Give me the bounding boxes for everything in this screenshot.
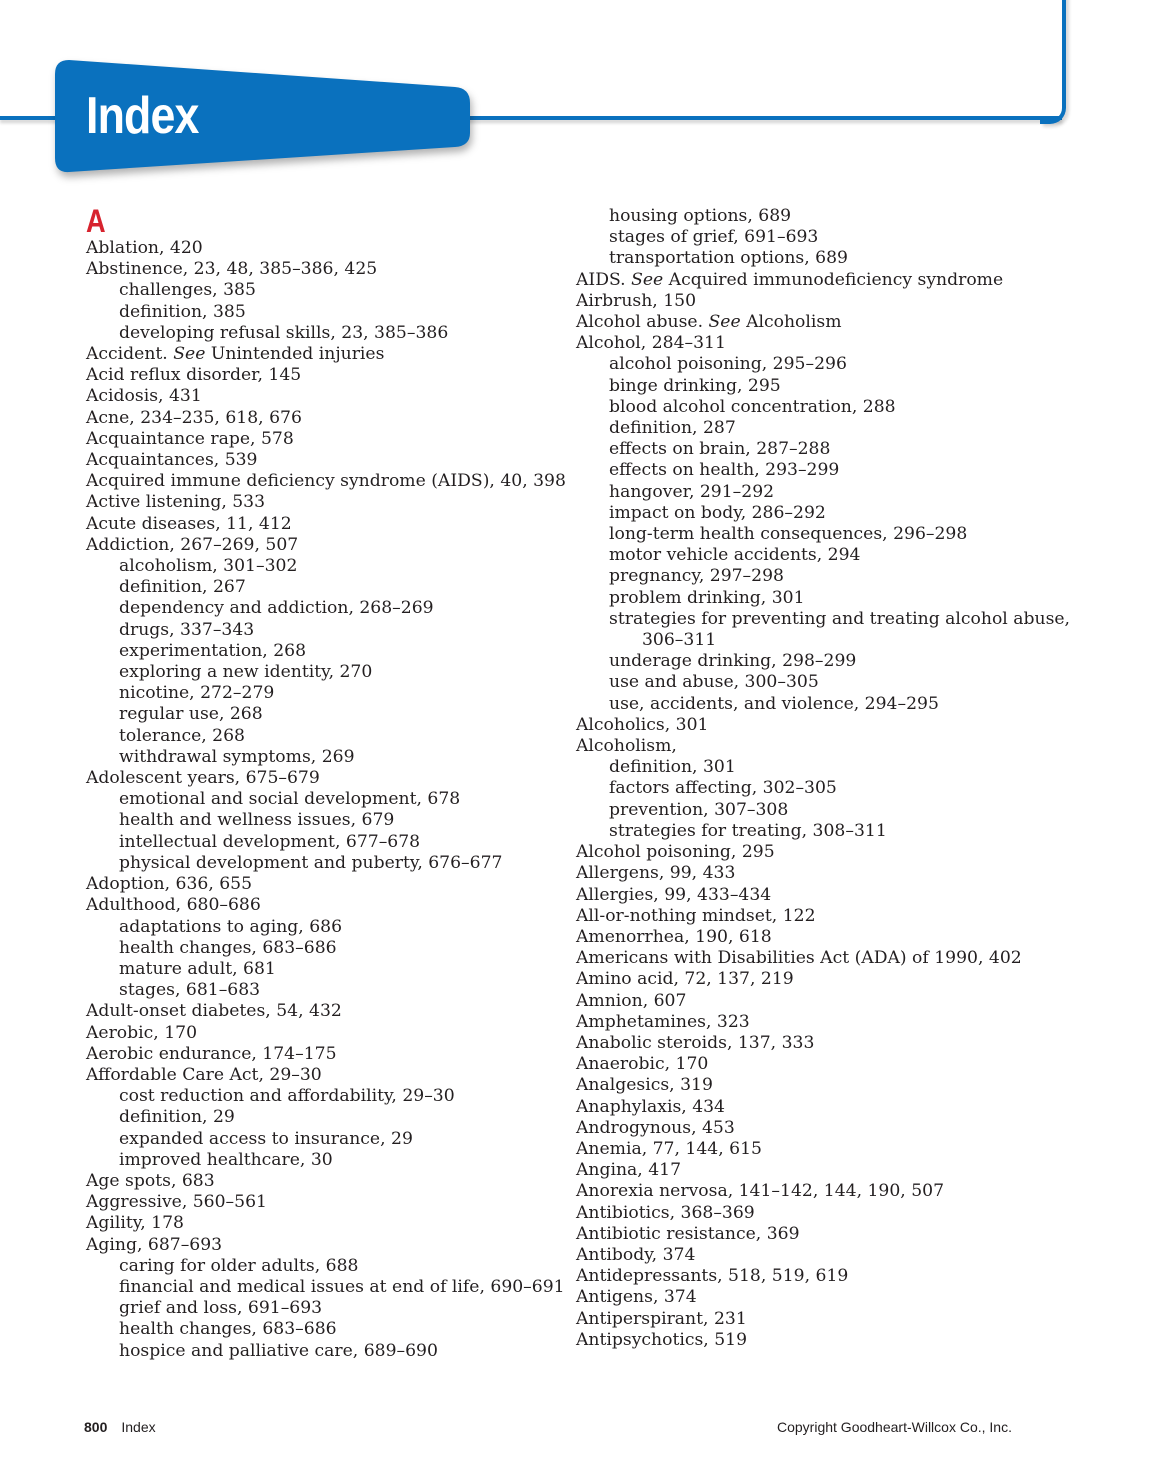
index-entries-left xyxy=(86,238,566,1362)
index-entry: Alcoholism, xyxy=(576,736,677,757)
footer-section: Index xyxy=(121,1419,156,1435)
index-entry xyxy=(576,312,1056,333)
index-entry: Airbrush, 150 xyxy=(576,290,697,311)
index-entry: Androgynous, 453 xyxy=(576,1117,735,1138)
index-subentry: tolerance, 268 xyxy=(119,725,245,746)
entry-term: Accident. xyxy=(86,344,174,365)
index-subentry: developing refusal skills, 23, 385–386 xyxy=(119,322,449,343)
index-entry: Acidosis, 431 xyxy=(86,386,202,407)
index-subentry: physical development and puberty, 676–677 xyxy=(119,852,503,873)
index-subentry: financial and medical issues at end of life, 690–691 xyxy=(119,1276,565,1297)
index-entry: Aerobic, 170 xyxy=(86,1022,198,1043)
index-subentry: health changes, 683–686 xyxy=(119,1319,337,1340)
index-entry: Acquaintances, 539 xyxy=(86,450,258,471)
index-entry: Alcohol poisoning, 295 xyxy=(576,842,775,863)
index-subentry: impact on body, 286–292 xyxy=(609,502,826,523)
index-subentry: regular use, 268 xyxy=(119,704,263,725)
index-subentry: caring for older adults, 688 xyxy=(119,1255,359,1276)
index-subentry: grief and loss, 691–693 xyxy=(119,1298,323,1319)
see-reference: See xyxy=(173,344,206,365)
index-subentry: prevention, 307–308 xyxy=(609,799,789,820)
index-entry: Angina, 417 xyxy=(576,1160,682,1181)
cross-reference-target: Alcoholism xyxy=(740,312,842,333)
index-subentry: effects on health, 293–299 xyxy=(609,460,840,481)
index-entry: Adult-onset diabetes, 54, 432 xyxy=(86,1001,342,1022)
index-entry: All-or-nothing mindset, 122 xyxy=(576,905,816,926)
index-entry: Analgesics, 319 xyxy=(576,1075,713,1096)
index-entry: Aggressive, 560–561 xyxy=(86,1192,267,1213)
index-subentry: transportation options, 689 xyxy=(609,248,848,269)
index-entry: Antigens, 374 xyxy=(576,1287,697,1308)
index-subentry: definition, 29 xyxy=(119,1107,235,1128)
index-entry: Antiperspirant, 231 xyxy=(576,1308,747,1329)
index-entry: Aging, 687–693 xyxy=(86,1234,223,1255)
index-entry: Antipsychotics, 519 xyxy=(576,1329,748,1350)
index-subentry: dependency and addiction, 268–269 xyxy=(119,598,434,619)
index-subentry: motor vehicle accidents, 294 xyxy=(609,545,861,566)
index-subentry: health changes, 683–686 xyxy=(119,937,337,958)
index-entry: Anemia, 77, 144, 615 xyxy=(576,1138,762,1159)
entry-term: AIDS. xyxy=(576,269,632,290)
index-entry: Anabolic steroids, 137, 333 xyxy=(576,1032,815,1053)
index-entry: Agility, 178 xyxy=(86,1213,184,1234)
index-subentry: blood alcohol concentration, 288 xyxy=(609,396,896,417)
index-entry: Antibiotics, 368–369 xyxy=(576,1202,755,1223)
index-subentry: use and abuse, 300–305 xyxy=(609,672,819,693)
cross-reference-target: Acquired immunodeficiency syndrome xyxy=(663,269,1004,290)
index-entry: Age spots, 683 xyxy=(86,1170,215,1191)
index-entry: Adoption, 636, 655 xyxy=(86,874,253,895)
index-subentry: stages, 681–683 xyxy=(119,980,261,1001)
index-entry: Amenorrhea, 190, 618 xyxy=(576,926,772,947)
index-column-right xyxy=(576,206,1071,1351)
index-entry xyxy=(86,344,556,365)
index-entry: Antibody, 374 xyxy=(576,1244,696,1265)
index-entry: Anaphylaxis, 434 xyxy=(576,1096,725,1117)
copyright: Copyright Goodheart-Willcox Co., Inc. xyxy=(777,1419,1012,1435)
index-entry: Abstinence, 23, 48, 385–386, 425 xyxy=(86,259,378,280)
index-subentry: 306–311 xyxy=(642,630,717,651)
footer-left xyxy=(84,1419,156,1435)
index-subentry: experimentation, 268 xyxy=(119,640,306,661)
index-entry: Adolescent years, 675–679 xyxy=(86,768,320,789)
index-entry: Active listening, 533 xyxy=(86,492,266,513)
index-subentry: problem drinking, 301 xyxy=(609,587,805,608)
index-subentry: intellectual development, 677–678 xyxy=(119,831,421,852)
index-subentry: health and wellness issues, 679 xyxy=(119,810,395,831)
index-entry: Anaerobic, 170 xyxy=(576,1054,709,1075)
index-subentry: strategies for preventing and treating alcohol abuse, xyxy=(609,608,1071,629)
index-entry: Affordable Care Act, 29–30 xyxy=(86,1064,322,1085)
index-entry: Antidepressants, 518, 519, 619 xyxy=(576,1266,849,1287)
index-entry: Acne, 234–235, 618, 676 xyxy=(86,407,302,428)
index-subentry: hangover, 291–292 xyxy=(609,481,775,502)
index-entry: Anorexia nervosa, 141–142, 144, 190, 507 xyxy=(576,1181,945,1202)
index-entry xyxy=(576,270,1056,291)
index-subentry: housing options, 689 xyxy=(609,206,792,226)
index-subentry: underage drinking, 298–299 xyxy=(609,651,857,672)
index-subentry: pregnancy, 297–298 xyxy=(609,566,784,587)
index-entry: Acute diseases, 11, 412 xyxy=(86,513,292,534)
index-subentry: strategies for treating, 308–311 xyxy=(609,820,887,841)
cross-reference-target: Unintended injuries xyxy=(205,344,385,365)
index-subentry: improved healthcare, 30 xyxy=(119,1149,333,1170)
index-subentry: alcoholism, 301–302 xyxy=(119,556,298,577)
index-column-left xyxy=(86,203,566,1362)
index-entry: Amino acid, 72, 137, 219 xyxy=(576,969,794,990)
index-subentry: mature adult, 681 xyxy=(119,958,276,979)
index-subentry: definition, 385 xyxy=(119,301,246,322)
page-title: Index xyxy=(86,87,199,145)
index-subentry: definition, 301 xyxy=(609,757,736,778)
index-subentry: exploring a new identity, 270 xyxy=(119,662,373,683)
section-letter: A xyxy=(86,203,106,239)
index-entry: Adulthood, 680–686 xyxy=(86,895,261,916)
index-subentry: cost reduction and affordability, 29–30 xyxy=(119,1086,455,1107)
index-subentry: effects on brain, 287–288 xyxy=(609,439,831,460)
index-subentry: adaptations to aging, 686 xyxy=(119,916,343,937)
index-subentry: expanded access to insurance, 29 xyxy=(119,1128,413,1149)
index-entry: Amphetamines, 323 xyxy=(576,1011,750,1032)
index-subentry: factors affecting, 302–305 xyxy=(609,778,837,799)
index-subentry: drugs, 337–343 xyxy=(119,619,255,640)
page-number: 800 xyxy=(84,1419,108,1435)
index-entry: Allergens, 99, 433 xyxy=(576,863,736,884)
index-entry: Antibiotic resistance, 369 xyxy=(576,1223,800,1244)
entry-term: Alcohol abuse. xyxy=(576,312,709,333)
page-frame-corner xyxy=(1040,0,1066,124)
index-subentry: use, accidents, and violence, 294–295 xyxy=(609,693,939,714)
index-entry: Americans with Disabilities Act (ADA) of 1990, 402 xyxy=(576,948,1022,969)
index-entry: Allergies, 99, 433–434 xyxy=(576,884,772,905)
index-subentry: stages of grief, 691–693 xyxy=(609,227,819,248)
index-subentry: withdrawal symptoms, 269 xyxy=(119,746,355,767)
index-entry: Alcohol, 284–311 xyxy=(576,333,726,354)
see-reference: See xyxy=(708,312,741,333)
see-reference: See xyxy=(631,269,664,290)
index-entry: Acquaintance rape, 578 xyxy=(86,428,294,449)
index-entry: Acquired immune deficiency syndrome (AIDS), 40, 398 xyxy=(86,471,566,492)
index-subentry: binge drinking, 295 xyxy=(609,375,781,396)
index-subentry: definition, 287 xyxy=(609,418,736,439)
index-entry: Aerobic endurance, 174–175 xyxy=(86,1043,337,1064)
index-entry: Ablation, 420 xyxy=(86,238,203,258)
index-subentry: long-term health consequences, 296–298 xyxy=(609,524,968,545)
index-subentry: alcohol poisoning, 295–296 xyxy=(609,354,847,375)
index-entry: Addiction, 267–269, 507 xyxy=(86,534,299,555)
index-entry: Acid reflux disorder, 145 xyxy=(86,365,302,386)
index-subentry: challenges, 385 xyxy=(119,280,256,301)
index-subentry: hospice and palliative care, 689–690 xyxy=(119,1340,438,1361)
index-entry: Alcoholics, 301 xyxy=(576,714,709,735)
index-subentry: nicotine, 272–279 xyxy=(119,683,275,704)
index-subentry: definition, 267 xyxy=(119,577,246,598)
index-entry: Amnion, 607 xyxy=(576,990,687,1011)
index-subentry: emotional and social development, 678 xyxy=(119,789,461,810)
index-entries-right xyxy=(576,206,1071,1351)
